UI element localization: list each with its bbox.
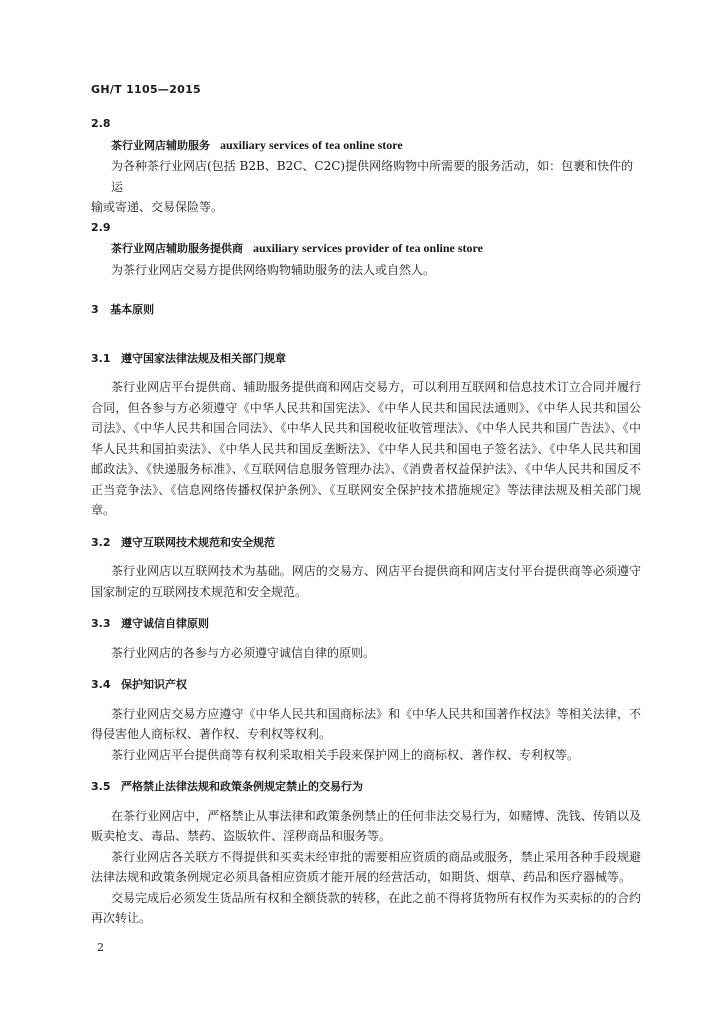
term-number: 2.8: [91, 117, 111, 130]
term-title-zh: 茶行业网店辅助服务提供商: [111, 242, 243, 255]
section-title: 保护知识产权: [121, 678, 187, 691]
section-title: 遵守国家法律法规及相关部门规章: [121, 351, 286, 365]
chapter-number: 3: [91, 303, 99, 316]
section-title: 遵守诚信自律原则: [121, 617, 209, 630]
term-entry: [91, 114, 641, 218]
paragraph: 交易完成后必须发生货品所有权和全额货款的转移，在此之前不得将货物所有权作为买卖标的的合约再次转让。: [91, 890, 641, 925]
term-definition: 为茶行业网店交易方提供网络购物辅助服务的法人或自然人。: [111, 262, 436, 277]
chapter-title: 基本原则: [110, 303, 155, 316]
term-number: 2.9: [91, 220, 111, 234]
term-title-en: auxiliary services of tea online store: [220, 137, 403, 152]
term-entry: [91, 218, 641, 281]
chapter-heading: [91, 300, 641, 321]
paragraph: 茶行业网店平台提供商、辅助服务提供商和网店交易方，可以利用互联网和信息技术订立合同并履行合同，但各参与方必须遵守《中华人民共和国宪法》、《中华人民共和国民法通则》、《中华人民共和国公司法》、《中华人民共和国合同法》、《中华人民共和国税收征收管理法》、《中华人民共和国广告法》、《中华人民共和国拍卖法》、《中华人民共和国反垄断法》、《中华人民共和国电子签名法》、《中华人民共和国邮政法》、《快递服务标准》、《互联网信息服务管理办法》、《消费者权益保护法》、《中华人民共和国反不正当竞争法》、《信息网络传播权保护条例》、《互联网安全保护技术措施规定》等法律法规及相关部门规章。: [91, 380, 641, 517]
section-heading: [91, 675, 641, 696]
page-number: 2: [97, 941, 104, 954]
term-title: [111, 238, 641, 260]
section-heading: [91, 349, 641, 370]
paragraph: 在茶行业网店中，严格禁止从事法律和政策条例禁止的任何非法交易行为，如赌博、洗钱、传销以及贩卖枪支、毒品、禁药、盗版软件、淫秽商品和服务等。: [91, 808, 641, 843]
section-number: 3.3: [91, 617, 111, 630]
section-number: 3.2: [91, 535, 111, 549]
paragraph: 茶行业网店各关联方不得提供和买卖未经审批的需要相应资质的商品或服务，禁止采用各种手段规避法律法规和政策条例规定必须具备相应资质才能开展的经营活动，如期货、烟草、药品和医疗器械等。: [91, 849, 641, 884]
paragraph: 茶行业网店交易方应遵守《中华人民共和国商标法》和《中华人民共和国著作权法》等相关法律，不得侵害他人商标权、著作权、专利权等权利。: [91, 706, 641, 741]
paragraph: 茶行业网店的各参与方必须遵守诚信自律的原则。: [111, 645, 376, 660]
term-title-en: auxiliary services provider of tea online store: [253, 241, 483, 255]
section-number: 3.4: [91, 678, 111, 691]
document-code: GH/T 1105—2015: [91, 83, 202, 96]
term-definition-continued: 输或寄递、交易保险等。: [91, 200, 224, 214]
section-number: 3.5: [91, 780, 111, 793]
term-definition: 为各种茶行业网店(包括 B2B、B2C、C2C)提供网络购物中所需要的服务活动，如：包裹和快件的运: [111, 159, 634, 194]
paragraph: 茶行业网店以互联网技术为基础。网店的交易方、网店平台提供商和网店支付平台提供商等必须遵守国家制定的互联网技术规范和安全规范。: [91, 564, 641, 599]
section-heading: [91, 777, 641, 798]
section-number: 3.1: [91, 351, 111, 365]
term-title: [111, 135, 641, 157]
document-body: [91, 114, 641, 929]
section-heading: [91, 533, 641, 554]
paragraph: 茶行业网店平台提供商等有权利采取相关手段来保护网上的商标权、著作权、专利权等。: [111, 747, 580, 762]
section-heading: [91, 614, 641, 635]
section-title: 遵守互联网技术规范和安全规范: [121, 535, 275, 549]
section-title: 严格禁止法律法规和政策条例规定禁止的交易行为: [121, 780, 363, 793]
term-title-zh: 茶行业网店辅助服务: [111, 138, 210, 152]
